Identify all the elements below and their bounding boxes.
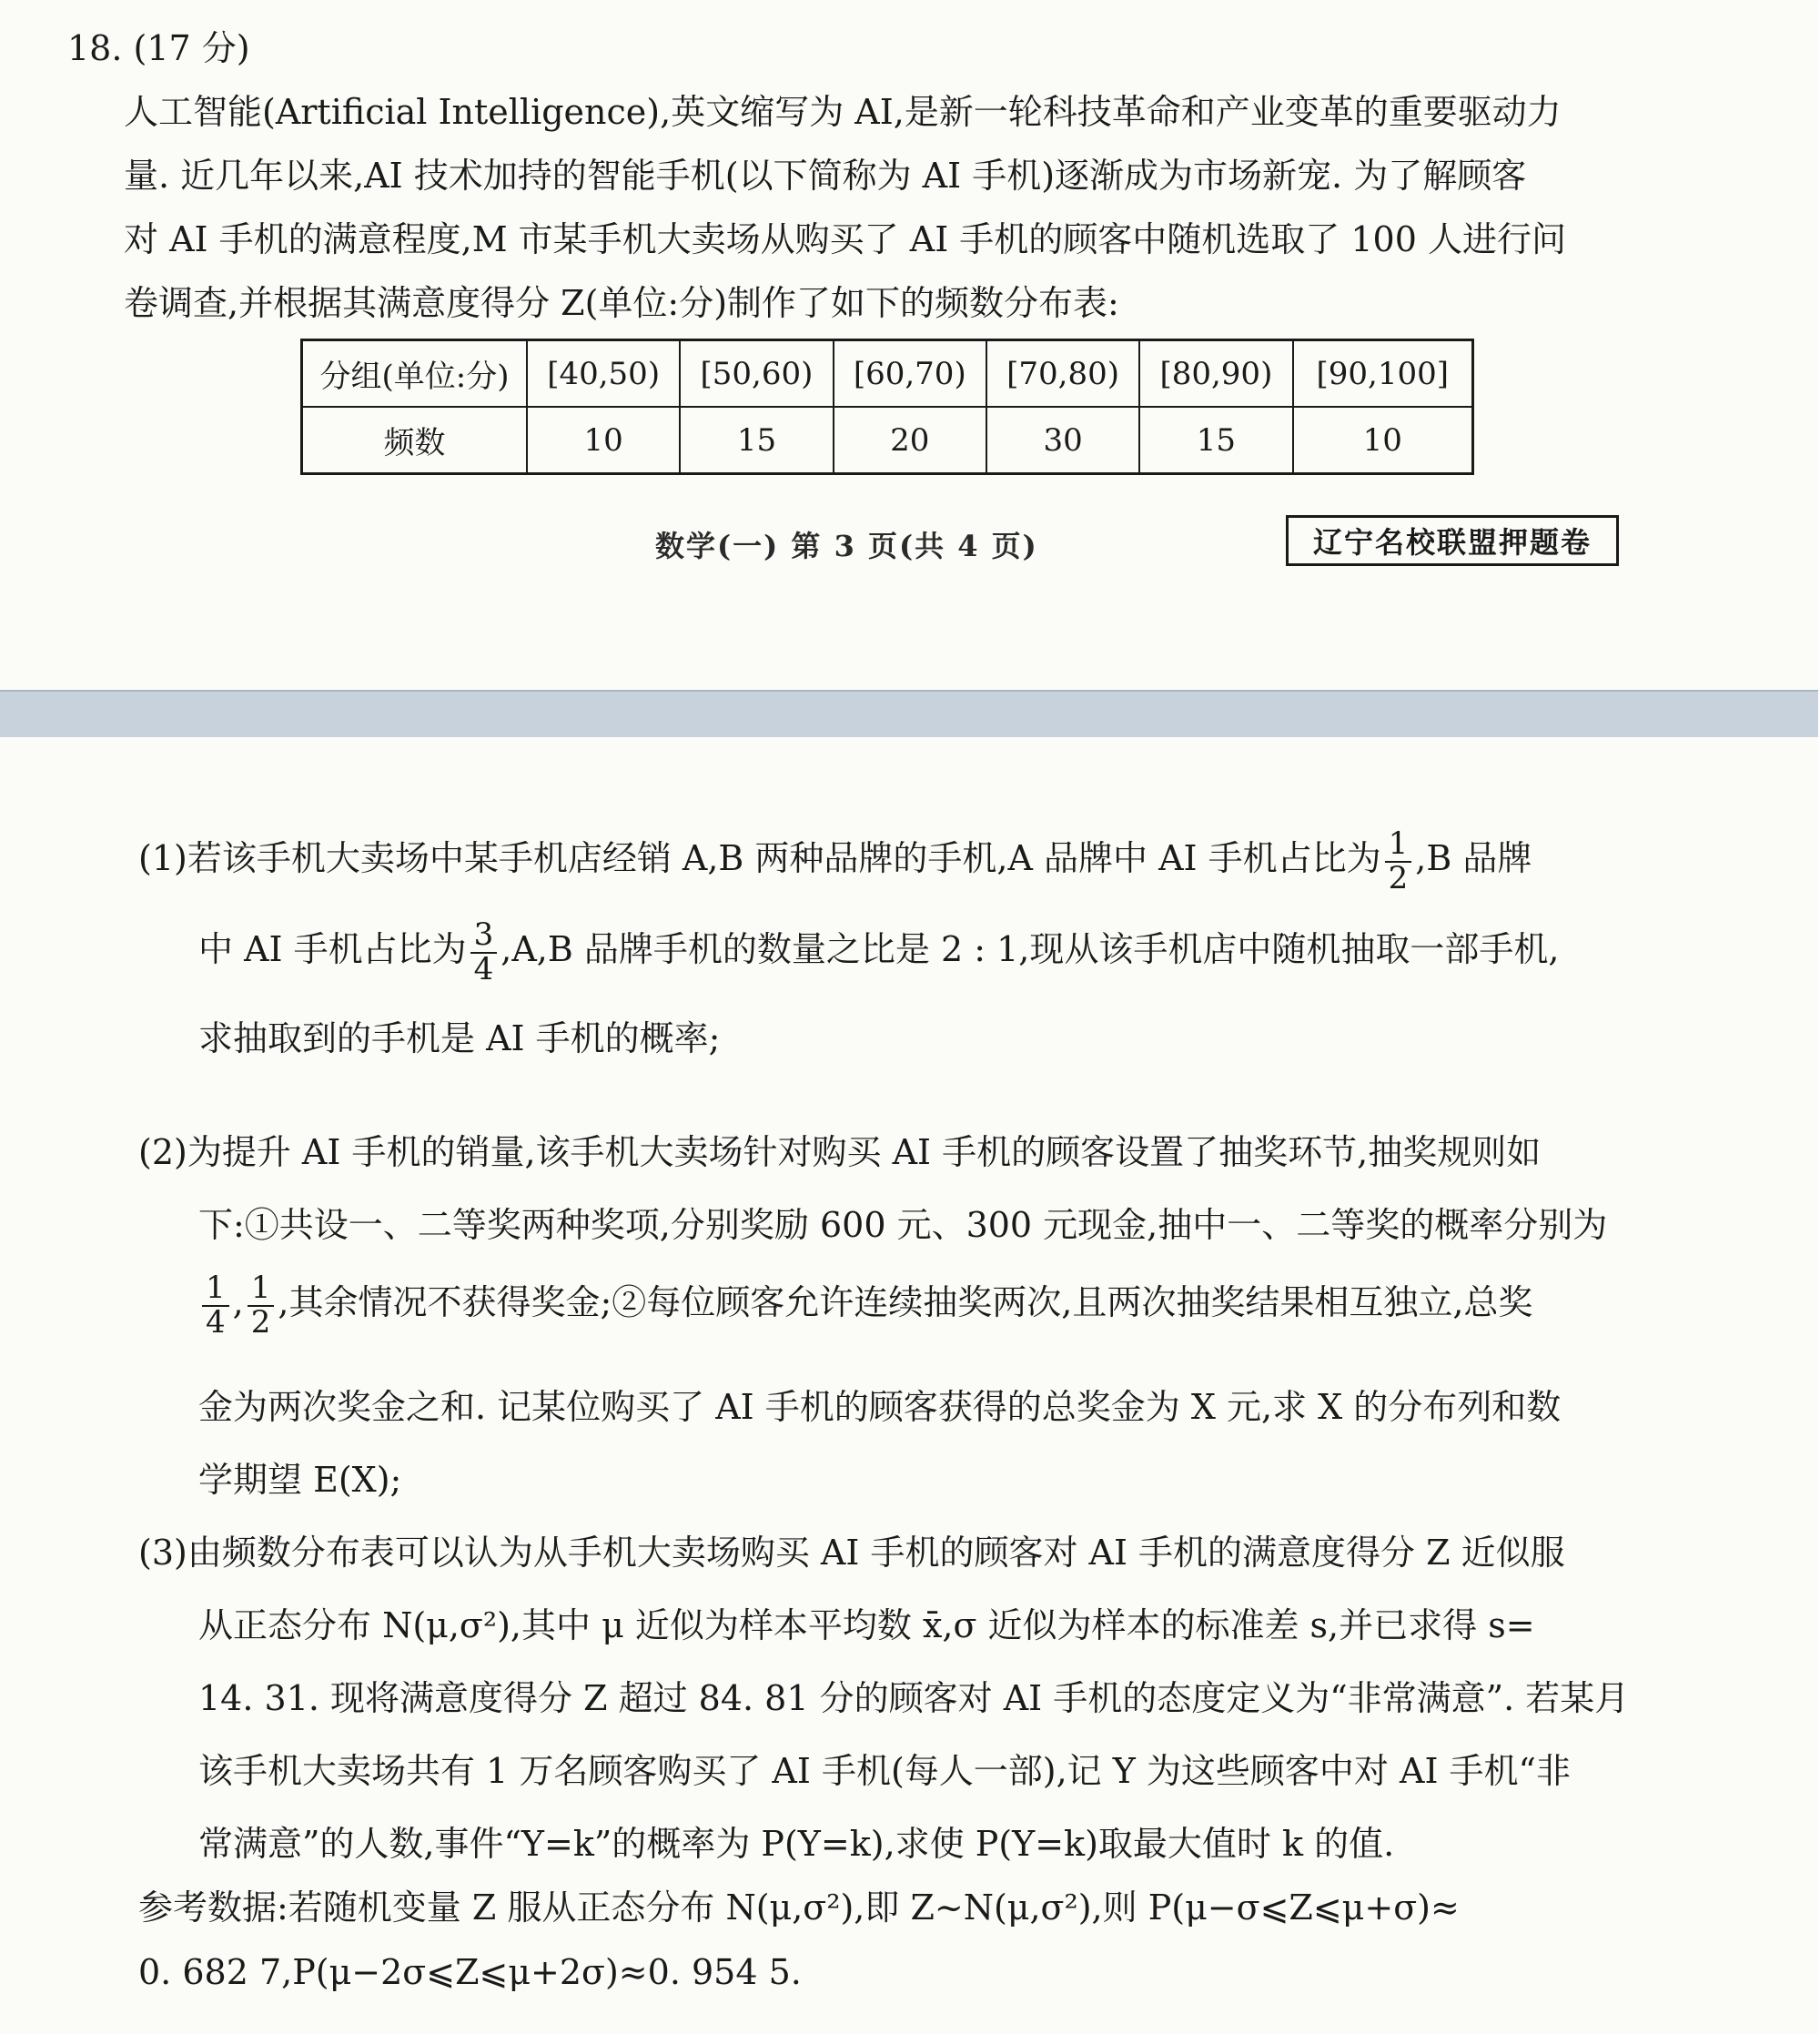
fraction-numerator: 1 [1385, 828, 1412, 863]
fraction-denominator: 4 [473, 950, 494, 987]
page-bottom-panel [0, 737, 1818, 2034]
table-group-cell: [60,70) [834, 340, 986, 408]
part1-line-1 [138, 825, 1532, 896]
table-header-row [302, 340, 1473, 408]
frequency-table [300, 339, 1474, 475]
fraction-three-quarters [470, 916, 498, 987]
fraction-one-half-b [248, 1272, 275, 1339]
fraction-denominator: 2 [1388, 859, 1409, 896]
table-frequency-cell: 15 [1139, 407, 1292, 474]
table-group-cell: [50,60) [680, 340, 833, 408]
part3-line-5: 常满意”的人数,事件“Y=k”的概率为 P(Y=k),求使 P(Y=k)取最大值时 k 的值. [198, 1824, 1395, 1864]
table-frequency-cell: 20 [834, 407, 986, 474]
fraction-numerator: 1 [248, 1272, 275, 1307]
part1-line-2 [198, 916, 1560, 987]
part3-line-4: 该手机大卖场共有 1 万名顾客购买了 AI 手机(每人一部),记 Y 为这些顾客中对 AI 手机“非 [198, 1751, 1571, 1791]
table-group-cell: [40,50) [527, 340, 680, 408]
fraction-one-half [1385, 825, 1412, 896]
table-frequency-cell: 10 [527, 407, 680, 474]
part2-text-b: ,其余情况不获得奖金;②每位顾客允许连续抽奖两次,且两次抽奖结果相互独立,总奖 [278, 1282, 1533, 1323]
part1-text-a: (1)若该手机大卖场中某手机店经销 A,B 两种品牌的手机,A 品牌中 AI 手机占比为 [138, 838, 1381, 879]
part3-line-1: (3)由频数分布表可以认为从手机大卖场购买 AI 手机的顾客对 AI 手机的满意度得分 Z 近似服 [138, 1533, 1565, 1573]
table-row-label: 频数 [302, 407, 528, 474]
question-number: 18. (17 分) [67, 28, 250, 68]
intro-line-1: 人工智能(Artificial Intelligence),英文缩写为 AI,是新一轮科技革命和产业变革的重要驱动力 [124, 92, 1562, 132]
table-header-label: 分组(单位:分) [302, 340, 528, 408]
table-frequency-cell: 30 [986, 407, 1139, 474]
fraction-numerator: 3 [470, 919, 498, 954]
fraction-denominator: 2 [250, 1303, 271, 1341]
part3-line-3: 14. 31. 现将满意度得分 Z 超过 84. 81 分的顾客对 AI 手机的态度定义为“非常满意”. 若某月 [198, 1678, 1630, 1718]
part2-line-1: (2)为提升 AI 手机的销量,该手机大卖场针对购买 AI 手机的顾客设置了抽奖环节,抽奖规则如 [138, 1132, 1542, 1172]
intro-line-3: 对 AI 手机的满意程度,M 市某手机大卖场从购买了 AI 手机的顾客中随机选取了 100 人进行问 [124, 219, 1566, 259]
fraction-numerator: 1 [202, 1272, 229, 1307]
part2-line-4: 金为两次奖金之和. 记某位购买了 AI 手机的顾客获得的总奖金为 X 元,求 X 的分布列和数 [198, 1387, 1562, 1427]
fraction-one-quarter [202, 1272, 229, 1339]
table-frequency-cell: 10 [1293, 407, 1473, 474]
reference-line-1: 参考数据:若随机变量 Z 服从正态分布 N(μ,σ²),即 Z~N(μ,σ²),则 P(μ−σ⩽Z⩽μ+σ)≈ [138, 1887, 1460, 1928]
part1-line-3: 求抽取到的手机是 AI 手机的概率; [198, 1018, 721, 1058]
intro-line-2: 量. 近几年以来,AI 技术加持的智能手机(以下简称为 AI 手机)逐渐成为市场新宠. 为了解顾客 [124, 156, 1527, 196]
fraction-denominator: 4 [206, 1303, 226, 1341]
reference-line-2: 0. 682 7,P(μ−2σ⩽Z⩽μ+2σ)≈0. 954 5. [138, 1952, 802, 1992]
page-divider [0, 690, 1818, 739]
table-frequency-row [302, 407, 1473, 474]
page-top-panel [0, 0, 1818, 690]
intro-line-4: 卷调查,并根据其满意度得分 Z(单位:分)制作了如下的频数分布表: [124, 283, 1119, 323]
page-footer: 数学(一) 第 3 页(共 4 页) [655, 529, 1038, 563]
table-group-cell: [70,80) [986, 340, 1139, 408]
table-group-cell: [90,100] [1293, 340, 1473, 408]
part1-text-c: 中 AI 手机占比为 [198, 929, 467, 970]
part1-text-b: ,B 品牌 [1415, 838, 1532, 879]
table-frequency-cell: 15 [680, 407, 833, 474]
part2-line-2: 下:①共设一、二等奖两种奖项,分别奖励 600 元、300 元现金,抽中一、二等奖的概率分别为 [198, 1205, 1608, 1245]
table-group-cell: [80,90) [1139, 340, 1292, 408]
part3-line-2: 从正态分布 N(μ,σ²),其中 μ 近似为样本平均数 x̄,σ 近似为样本的标准差 s,并已求得 s= [198, 1605, 1535, 1645]
part1-text-d: ,A,B 品牌手机的数量之比是 2 : 1,现从该手机店中随机抽取一部手机, [500, 929, 1560, 970]
part2-line-5: 学期望 E(X); [198, 1460, 402, 1500]
exam-badge: 辽宁名校联盟押题卷 [1286, 515, 1619, 566]
part2-line-3: $\frac{1}{4}$ , $\frac{1}{2}$ ,其余情况不获得奖金;②每位顾客允许连续抽奖两次,且两次抽奖结果相互独立,总奖 [198, 1272, 1532, 1339]
